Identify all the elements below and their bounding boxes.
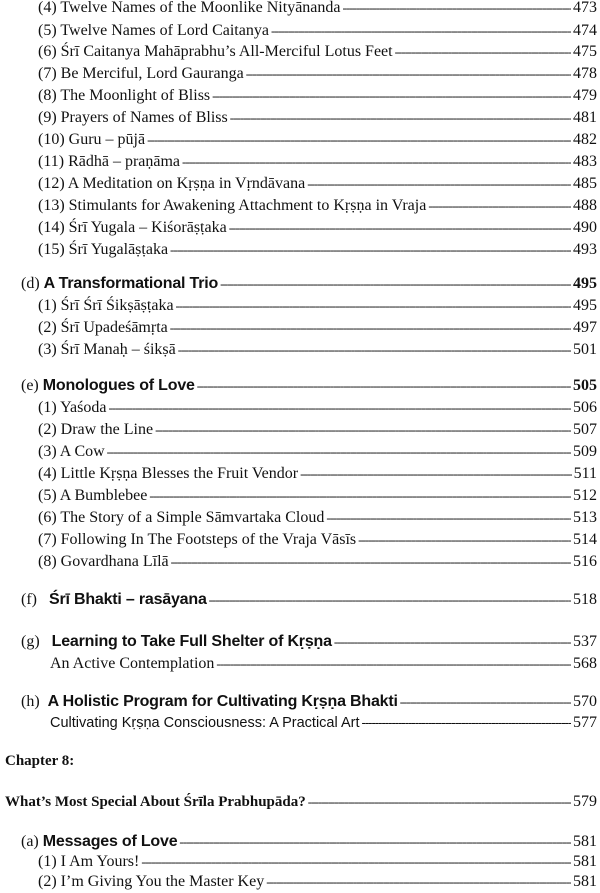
toc-entry [38, 218, 597, 238]
toc-entry [38, 398, 597, 418]
toc-entry [38, 240, 597, 260]
page-number: 473 [573, 0, 597, 16]
toc-entry [38, 442, 597, 462]
page-number: 474 [573, 22, 597, 39]
entry-title: (5) Twelve Names of Lord Caitanya [38, 22, 269, 39]
section-number: (e) [21, 377, 39, 394]
toc-entry [38, 42, 597, 62]
dot-leader [149, 486, 571, 506]
dot-leader [178, 340, 571, 360]
page-number: 490 [573, 219, 597, 236]
entry-title: (4) Little Kṛṣṇa Blesses the Fruit Vendor [38, 465, 299, 482]
dot-leader [246, 64, 571, 84]
dot-leader [155, 420, 571, 440]
page-number: 501 [573, 341, 597, 358]
toc-section-d [21, 274, 597, 294]
section-number: (a) [21, 833, 39, 850]
entry-title: (6) The Story of a Simple Sāmvartaka Cloud [38, 509, 325, 526]
section-title: Learning to Take Full Shelter of Kṛṣṇa [51, 633, 332, 650]
page-number: 581 [573, 853, 597, 870]
page-number: 568 [573, 655, 597, 672]
toc-entry [38, 486, 597, 506]
page-number: 577 [573, 714, 597, 731]
dot-leader [343, 0, 572, 18]
entry-title: (2) Draw the Line [38, 421, 154, 438]
dot-leader [107, 442, 571, 462]
page-number: 518 [573, 591, 597, 608]
entry-title: (1) I Am Yours! [38, 853, 140, 870]
entry-title: (9) Prayers of Names of Bliss [38, 109, 228, 126]
section-title: Monologues of Love [42, 377, 195, 394]
page-number: 506 [573, 399, 597, 416]
page-number: 509 [573, 443, 597, 460]
dot-leader [308, 792, 571, 812]
dot-leader [266, 872, 571, 892]
toc-entry [38, 108, 597, 128]
page-number: 579 [573, 793, 597, 810]
toc-section-e [21, 376, 597, 396]
page-number: 478 [573, 65, 597, 82]
entry-title: (7) Following In The Footsteps of the Vraja Vāsīs [38, 531, 357, 548]
dot-leader [428, 196, 571, 216]
section-number: (d) [21, 275, 40, 292]
entry-title: (1) Yaśoda [38, 399, 107, 416]
dot-leader [220, 274, 571, 294]
toc-entry [38, 318, 597, 338]
dot-leader [307, 174, 571, 194]
entry-title: (7) Be Merciful, Lord Gauranga [38, 65, 244, 82]
dot-leader [230, 108, 571, 128]
dot-leader [170, 318, 571, 338]
toc-entry [38, 872, 597, 892]
toc-entry [38, 196, 597, 216]
dot-leader [271, 21, 571, 41]
page-number: 512 [573, 487, 597, 504]
dot-leader [170, 240, 571, 260]
entry-title: (12) A Meditation on Kṛṣṇa in Vṛndāvana [38, 175, 306, 192]
toc-entry [38, 174, 597, 194]
chapter-title-entry [5, 792, 597, 812]
entry-title: (13) Stimulants for Awakening Attachment to Kṛṣṇa in Vraja [38, 197, 427, 214]
page-number: 475 [573, 43, 597, 60]
toc-entry [38, 130, 597, 150]
page-number: 511 [573, 465, 597, 482]
chapter-label: Chapter 8: [5, 753, 75, 769]
page-number: 514 [573, 531, 597, 548]
dot-leader [334, 632, 571, 652]
toc-section-h [21, 692, 597, 712]
entry-title: (15) Śrī Yugalāṣṭaka [38, 241, 169, 258]
page-number: 493 [573, 241, 597, 258]
dot-leader [361, 713, 571, 733]
entry-title: Cultivating Kṛṣṇa Consciousness: A Practical Art [50, 715, 360, 731]
entry-title: (2) I’m Giving You the Master Key [38, 873, 265, 890]
entry-title: (11) Rādhā – praṇāma [38, 153, 181, 170]
page-number: 495 [573, 275, 597, 292]
dot-leader [395, 42, 571, 62]
page-number: 481 [573, 109, 597, 126]
dot-leader [358, 530, 571, 550]
page-number: 516 [573, 553, 597, 570]
section-title: Messages of Love [42, 833, 178, 850]
dot-leader [209, 590, 571, 610]
dot-leader [229, 218, 571, 238]
entry-title: (4) Twelve Names of the Moonlike Nityānanda [38, 0, 341, 16]
page-number: 505 [573, 377, 597, 394]
entry-title: (3) Śrī Manaḥ – śikṣā [38, 341, 176, 358]
page-number: 581 [573, 833, 597, 850]
dot-leader [182, 152, 571, 172]
toc-entry [50, 654, 597, 674]
chapter-title: What’s Most Special About Śrīla Prabhupāda? [5, 794, 306, 810]
page-number: 513 [573, 509, 597, 526]
dot-leader [176, 296, 571, 316]
dot-leader [400, 692, 571, 712]
entry-title: (3) A Cow [38, 443, 105, 460]
toc-entry [38, 64, 597, 84]
entry-title: (6) Śrī Caitanya Mahāprabhu’s All-Merciful Lotus Feet [38, 43, 393, 60]
page-number: 482 [573, 131, 597, 148]
section-title: A Holistic Program for Cultivating Kṛṣṇa Bhakti [47, 693, 398, 710]
dot-leader [179, 832, 571, 852]
toc-entry [38, 508, 597, 528]
entry-title: (1) Śrī Śrī Śikṣāṣṭaka [38, 297, 174, 314]
entry-title: (5) A Bumblebee [38, 487, 148, 504]
page-number: 483 [573, 153, 597, 170]
page-number: 495 [573, 297, 597, 314]
toc-section-g [21, 632, 597, 652]
section-number: (f) [21, 591, 37, 608]
toc-entry [38, 552, 597, 572]
entry-title: (14) Śrī Yugala – Kiśorāṣṭaka [38, 219, 227, 236]
toc-entry [38, 152, 597, 172]
toc-entry [38, 340, 597, 360]
dot-leader [197, 376, 571, 396]
dot-leader [141, 852, 571, 872]
section-number: (g) [21, 633, 40, 650]
dot-leader [147, 130, 571, 150]
toc-entry [38, 852, 597, 872]
page-number: 488 [573, 197, 597, 214]
page-number: 485 [573, 175, 597, 192]
page-number: 537 [573, 633, 597, 650]
section-title: A Transformational Trio [43, 275, 219, 292]
page-number: 581 [573, 873, 597, 890]
page-number: 507 [573, 421, 597, 438]
entry-title: (2) Śrī Upadeśāmṛta [38, 319, 168, 336]
dot-leader [216, 654, 571, 674]
dot-leader [171, 552, 571, 572]
section-title: Śrī Bhakti – rasāyana [48, 591, 207, 608]
toc-entry [38, 296, 597, 316]
entry-title: (8) The Moonlight of Bliss [38, 87, 211, 104]
toc-entry [38, 21, 597, 41]
dot-leader [300, 464, 571, 484]
page-number: 570 [573, 693, 597, 710]
toc-entry [38, 0, 597, 18]
entry-title: An Active Contemplation [50, 655, 215, 672]
dot-leader [326, 508, 571, 528]
toc-entry [38, 464, 597, 484]
toc-entry [38, 530, 597, 550]
section-number: (h) [21, 693, 40, 710]
entry-title: (10) Guru – pūjā [38, 131, 146, 148]
toc-section-a [21, 832, 597, 852]
dot-leader [212, 86, 571, 106]
entry-title: (8) Govardhana Līlā [38, 553, 169, 570]
dot-leader [108, 398, 571, 418]
toc-entry [38, 86, 597, 106]
page-number: 479 [573, 87, 597, 104]
toc-entry [50, 713, 597, 733]
page-number: 497 [573, 319, 597, 336]
toc-section-f [21, 590, 597, 610]
toc-entry [38, 420, 597, 440]
